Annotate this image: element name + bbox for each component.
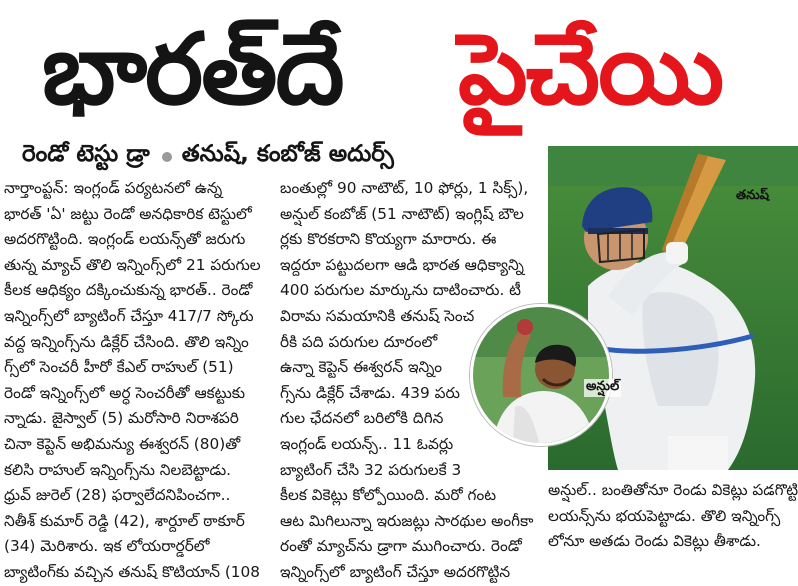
bowler-illustration (473, 307, 609, 443)
subhead-left: రెండో టెస్టు డ్రా (22, 141, 150, 167)
article-line: బ్యాటింగ్ చేసి 32 పరుగులకే 3 (280, 460, 462, 479)
headline-red-text: పైచేయి (458, 13, 723, 127)
article-column-3 (548, 478, 798, 555)
article-line: భారత్ 'ఏ' జట్టు రెండో అనధికారిక టెస్టులో (4, 204, 252, 223)
article-line: ఇద్దరూ పట్టుదలగా ఆడి భారత ఆధిక్యాన్ని (280, 255, 524, 274)
article-line: నితీశ్ కుమార్ రెడ్డి (42), శార్దూల్ ఠాకూర్ (4, 511, 245, 530)
article-line: రంతో మ్యాచ్‌ను డ్రాగా ముగించారు. రెండో (280, 537, 522, 556)
article-line: రెండో ఇన్నింగ్స్‌లో అర్ధ సెంచరీతో ఆకట్టుకు (4, 383, 246, 402)
article-line: గుల ఛేదనలో బరిలోకి దిగిన (280, 409, 444, 428)
article-line: గ్స్‌ను డిక్లేర్ చేశాడు. 439 పరు (280, 383, 460, 402)
article-line: ఇన్నింగ్స్‌లో బ్యాటింగ్ చేస్తూ 417/7 స్కోరు (4, 306, 254, 325)
article-line: లయన్స్‌ను భయపెట్టాడు. తొలి ఇన్నింగ్స్‌ (548, 506, 781, 525)
article-line: న్నాడు. జైస్వాల్ (5) మరోసారి నిరాశపరి (4, 409, 239, 428)
article-line: ధ్రువ్ జురెల్ (28) ఫర్వాలేదనిపించగా.. (4, 486, 231, 505)
article-line: 400 పరుగుల మార్కును దాటించారు. టీ (280, 281, 521, 300)
article-line: ఇంగ్లండ్ లయన్స్.. 11 ఓవర్లు (280, 434, 454, 453)
article-line: ర్లకు కొరకరాని కొయ్యగా మారారు. ఈ (280, 230, 497, 249)
article-line: వద్ద ఇన్నింగ్స్‌ను డిక్లేర్ చేసింది. తొలి ఇన్నిం (4, 332, 249, 351)
article-line: చినా కెప్టెన్ అభిమన్యు ఈశ్వరన్ (80)తో (4, 434, 241, 453)
article-line: ఇన్నింగ్స్‌లో బ్యాటింగ్ చేస్తూ అదరగొట్టిన (280, 562, 511, 581)
article-line: ఉన్నా కెప్టెన్ ఈశ్వరన్ ఇన్నిం (280, 358, 442, 377)
article-line: తున్న మ్యాచ్ తొలి ఇన్నింగ్స్‌లో 21 పరుగుల (4, 255, 261, 274)
article-line: (34) మెరిశారు. ఇక లోయరార్డర్‌లో (4, 537, 210, 556)
article-line: అదరగొట్టింది. ఇంగ్లండ్ లయన్స్‌తో జరుగు (4, 230, 246, 249)
article-column-1 (4, 176, 274, 586)
article-line: అన్షుల్.. బంతితోనూ రెండు వికెట్లు పడగొట్టి (548, 481, 798, 499)
article-line: అన్షుల్ కంబోజ్ (51 నాటౌట్) ఇంగ్లిష్ బౌల (280, 204, 524, 223)
article-line: కీలక ఆధిక్యం దక్కించుకున్న భారత్.. రెండో (4, 281, 253, 300)
subheadline (22, 140, 562, 174)
article-line: విరామ సమయానికి తనుష్ సెంచ (280, 306, 475, 325)
article-line: కలిసి రాహుల్ ఇన్నింగ్స్‌ను నిలబెట్టాడు. (4, 460, 231, 479)
headline (0, 0, 798, 136)
bowler-inset-photo (470, 304, 612, 446)
bowler-caption: అన్షుల్ (584, 379, 621, 397)
article-line: బంతుల్లో 90 నాటౌట్, 10 ఫోర్లు, 1 సిక్స్), (280, 179, 529, 197)
article-line: బ్యాటింగ్‌కు వచ్చిన తనుష్ కొటియాన్ (108 (4, 562, 260, 581)
subhead-right: తనుష్, కంబోజ్ అదుర్స్ (181, 141, 394, 167)
article-line: కీలక వికెట్లు కోల్పోయింది. మరో గంట (280, 486, 497, 505)
headline-black-text: భారత్‌దే (42, 13, 343, 127)
article-line: ఆట మిగిలున్నా ఇరుజట్లు సారథుల అంగీకా (280, 511, 534, 530)
article-line: గ్స్‌లో సెంచరీ హీరో కేఎల్ రాహుల్ (51) (4, 358, 234, 377)
batsman-caption: తనుష్ (736, 188, 770, 203)
bullet-dot-icon (162, 152, 172, 162)
article-line: రీకి పది పరుగుల దూరంలో (280, 332, 438, 351)
article-line: లోనూ అతడు రెండు వికెట్లు తీశాడు. (548, 532, 761, 551)
article-line: నార్తాంప్టన్: ఇంగ్లండ్ పర్యటనలో ఉన్న (4, 179, 223, 197)
